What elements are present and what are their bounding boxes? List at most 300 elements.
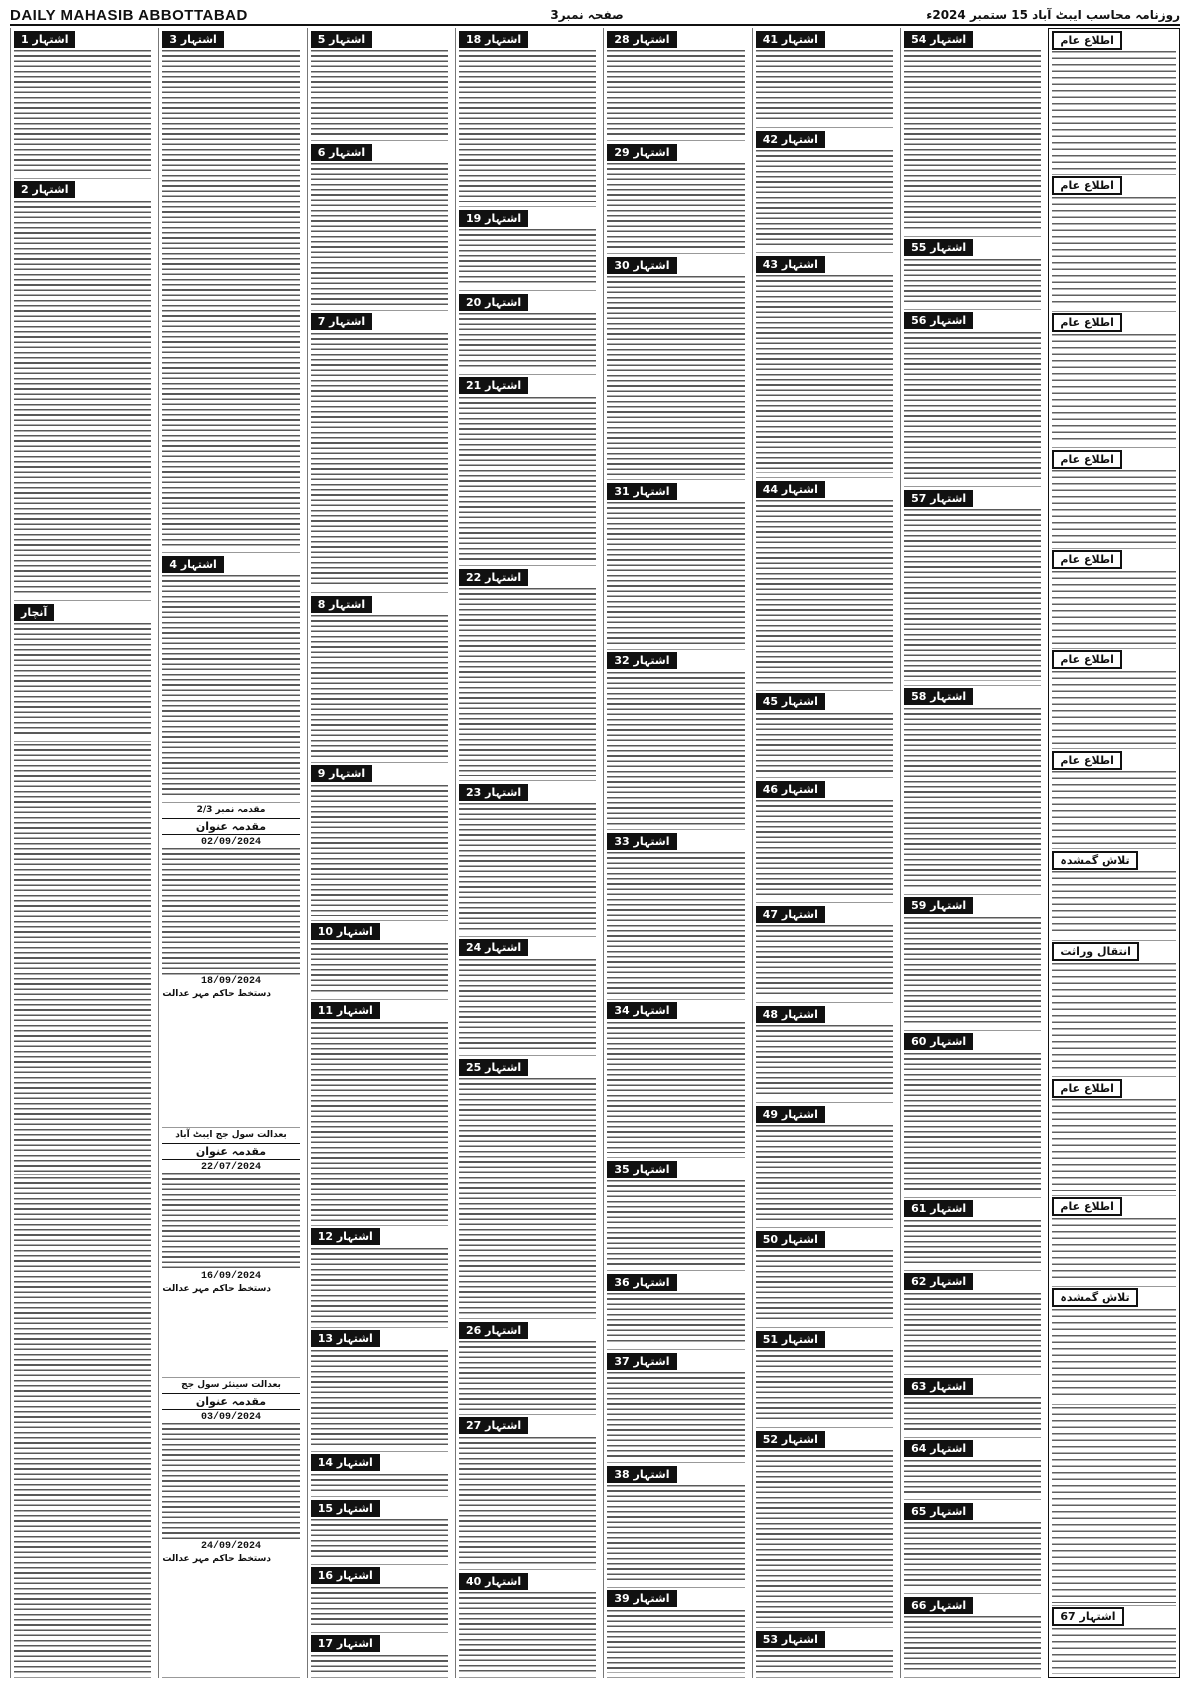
classified-notice [607,1463,744,1587]
notice-number-label: تلاش گمشدہ [1052,1288,1137,1307]
notice-body-text [904,1397,1041,1433]
notice-number-label: اشتہار 3 [162,31,223,48]
notice-header [756,1630,893,1648]
notice-header [1052,450,1176,468]
classified-notice [904,895,1041,1031]
notice-number-label: اشتہار 34 [607,1002,676,1019]
notice-header [607,1590,744,1608]
notice-header [756,1430,893,1448]
notice-number-label: اشتہار 8 [311,596,372,613]
court-date: 22/07/2024 [201,1162,262,1173]
notice-number-label: اشتہار 41 [756,31,825,48]
notice-header [162,30,299,48]
classified-notice [459,566,596,781]
notice-number-label: اشتہار 21 [459,377,528,394]
notice-body-text [1052,1099,1176,1191]
notice-body-text [311,1519,448,1560]
court-date: 03/09/2024 [201,1412,262,1423]
notice-body-text [756,1250,893,1323]
notice-body-text [162,575,299,798]
notice-header [756,1230,893,1248]
notice-number-label: اشتہار 18 [459,31,528,48]
notice-header [311,30,448,48]
classified-notice [904,686,1041,895]
column-6 [752,28,896,1678]
notice-header [607,832,744,850]
classified-notice [459,1415,596,1570]
classified-notice [904,1438,1041,1501]
notice-header [311,1002,448,1020]
notice-header [311,1228,448,1246]
notice-body-text [311,1474,448,1492]
notice-number-label: اشتہار 56 [904,312,973,329]
notice-number-label: اشتہار 24 [459,939,528,956]
column-5 [603,28,747,1678]
notice-body-text [756,150,893,248]
notice-header [311,765,448,783]
classified-notice [607,1158,744,1271]
notice-header [459,568,596,586]
notice-number-label: اطلاع عام [1052,313,1122,332]
notice-header [162,555,299,573]
classified-notice [311,311,448,594]
notice-header [756,1105,893,1123]
classified-notice [459,291,596,375]
notice-number-label: اشتہار 52 [756,1431,825,1448]
classified-notice [607,830,744,1000]
classified-notice [1052,1077,1176,1196]
notice-number-label: اشتہار 43 [756,256,825,273]
court-hearing-date: 24/09/2024 [201,1541,262,1552]
notice-header [607,652,744,670]
notice-number-label: اشتہار 67 [1052,1607,1123,1626]
classified-notice [607,1271,744,1350]
classified-notice [311,1565,448,1633]
notice-body-text [904,917,1041,1026]
classified-notice [459,1319,596,1415]
classified-notice [1052,175,1176,312]
notice-number-label: اشتہار 66 [904,1597,973,1614]
notice-number-label: اشتہار 31 [607,483,676,500]
notice-body-text [1052,1309,1176,1401]
notice-header [904,897,1041,915]
notice-body-text [756,275,893,473]
notice-body-text [904,50,1041,232]
notice-body-text [756,50,893,123]
notice-number-label: اشتہار 44 [756,481,825,498]
column-1 [10,28,154,1678]
notice-body-text [756,1650,893,1673]
classified-notice [607,1588,744,1678]
notice-body-text [311,333,448,589]
classified-notice [756,1328,893,1428]
notice-body-text [1052,963,1176,1073]
notice-header [459,1417,596,1435]
classified-notice [756,128,893,253]
notice-body-text [459,397,596,561]
court-notice [162,1128,299,1378]
court-date: 02/09/2024 [201,837,262,848]
notice-header [904,1033,1041,1051]
notice-body-text [904,1293,1041,1370]
notice-number-label: اشتہار 32 [607,652,676,669]
notice-header [1052,651,1176,669]
notice-body-text [459,229,596,286]
notice-number-label: اشتہار 54 [904,31,973,48]
notice-number-label: اشتہار 12 [311,1228,380,1245]
notice-body-text [459,1078,596,1314]
classified-notice [1052,941,1176,1078]
classified-notice [904,1500,1041,1594]
classified-notice [756,253,893,478]
notice-header [756,693,893,711]
classified-notice [756,1103,893,1228]
notice-number-label: اشتہار 37 [607,1353,676,1370]
classified-notice [311,593,448,763]
notice-body-text [459,803,596,931]
classified-notice [904,310,1041,488]
court-name: بعدالت سول جج ایبٹ آباد [175,1130,287,1140]
notice-body-text [756,1125,893,1223]
classified-notice [904,1594,1041,1678]
notice-body-text [607,1022,744,1153]
paper-name: DAILY MAHASIB ABBOTTABAD [10,6,248,24]
classified-notice [459,207,596,291]
classified-notice [14,1175,151,1678]
classified-notice [14,28,151,179]
classified-notice [756,478,893,691]
notice-header [459,783,596,801]
notice-number-label: اشتہار 1 [14,31,75,48]
notice-header [607,1160,744,1178]
notice-number-label: اشتہار 29 [607,144,676,161]
classified-notice [14,179,151,602]
masthead [10,6,1180,26]
notice-number-label: اشتہار 28 [607,31,676,48]
notice-number-label: اشتہار 51 [756,1331,825,1348]
notice-number-label: اشتہار 26 [459,1322,528,1339]
notice-header [459,1321,596,1339]
classified-notice [607,254,744,480]
notice-number-label: اشتہار 36 [607,1274,676,1291]
classified-notice [904,1271,1041,1375]
notice-body-text [607,1485,744,1582]
notice-number-label: اشتہار 63 [904,1378,973,1395]
notice-header [311,313,448,331]
notice-header [607,30,744,48]
notice-number-label: اطلاع عام [1052,176,1122,195]
notice-header [1052,551,1176,569]
notice-number-label: اشتہار 10 [311,923,380,940]
notice-number-label: اطلاع عام [1052,450,1122,469]
notice-body-text [1052,334,1176,444]
notice-body-text [14,201,151,597]
notice-number-label: اشتہار 22 [459,569,528,586]
notice-header [1052,31,1176,49]
notice-header [904,1596,1041,1614]
court-name: مقدمہ نمبر 2/3 [196,805,266,815]
notice-body-text [459,588,596,776]
notice-body-text [756,800,893,898]
notice-header [459,293,596,311]
classified-notice [1052,1606,1176,1678]
notice-number-label: اشتہار 2 [14,181,75,198]
classified-columns [10,28,1180,1678]
notice-number-label: اشتہار 48 [756,1006,825,1023]
notice-header [311,595,448,613]
classified-notice [1052,549,1176,649]
notice-header [904,1273,1041,1291]
notice-header [459,209,596,227]
notice-header [311,1499,448,1517]
notice-body-text [607,672,744,826]
notice-number-label: اشتہار 61 [904,1200,973,1217]
notice-number-label: اطلاع عام [1052,751,1122,770]
notice-body-text [904,1616,1041,1673]
notice-header [1052,851,1176,869]
notice-number-label: اشتہار 20 [459,294,528,311]
classified-notice [459,1056,596,1319]
column-3 [307,28,451,1678]
classified-notice [311,141,448,311]
classified-notice [904,1198,1041,1271]
classified-notice [1052,649,1176,749]
notice-number-label: اشتہار 40 [459,1573,528,1590]
notice-body-text [311,615,448,758]
notice-header [904,489,1041,507]
notice-number-label: اطلاع عام [1052,1197,1122,1216]
court-notice-text [162,1423,299,1541]
classified-notice [162,28,299,553]
classified-notice [311,763,448,921]
classified-notice [1052,1287,1176,1406]
notice-number-label: اشتہار 11 [311,1002,380,1019]
notice-body-text [14,623,151,737]
notice-header [904,1502,1041,1520]
notice-body-text [607,163,744,249]
notice-number-label: اشتہار 47 [756,906,825,923]
court-notice [162,803,299,1128]
notice-header [756,780,893,798]
notice-body-text [1052,871,1176,935]
notice-header [1052,314,1176,332]
notice-number-label: اشتہار 49 [756,1106,825,1123]
notice-body-text [904,1220,1041,1266]
notice-body-text [607,1293,744,1345]
notice-header [607,256,744,274]
notice-number-label: تلاش گمشدہ [1052,851,1137,870]
notice-number-label: اشتہار 7 [311,313,372,330]
notice-body-text [311,943,448,995]
notice-header [14,181,151,199]
classified-notice [904,1031,1041,1198]
notice-header [756,130,893,148]
notice-number-label: اشتہار 23 [459,784,528,801]
notice-number-label: اشتہار 30 [607,257,676,274]
notice-number-label: اشتہار 58 [904,688,973,705]
notice-header [756,905,893,923]
classified-notice [756,778,893,903]
notice-body-text [459,313,596,370]
notice-number-label: اطلاع عام [1052,31,1122,50]
notice-header [904,1377,1041,1395]
notice-number-label: اشتہار 62 [904,1273,973,1290]
notice-header [311,1330,448,1348]
notice-number-label: اشتہار 59 [904,897,973,914]
classified-notice [756,903,893,1003]
notice-number-label: آنچار [14,604,54,621]
notice-number-label: اشتہار 50 [756,1231,825,1248]
notice-header [607,1002,744,1020]
notice-body-text [14,744,151,1172]
notice-header [311,1454,448,1472]
court-signature: دستخط حاکم مہر عدالت [162,1284,271,1294]
classified-notice [756,1628,893,1678]
classified-notice [311,1328,448,1452]
notice-body-text [904,1460,1041,1496]
notice-header [607,1465,744,1483]
notice-header [607,1273,744,1291]
notice-number-label: اشتہار 15 [311,1500,380,1517]
notice-header [607,143,744,161]
classified-notice [311,921,448,1000]
notice-body-text [904,1522,1041,1589]
notice-body-text [607,1610,744,1673]
court-name: بعدالت سینئر سول جج [181,1380,281,1390]
notice-header [756,480,893,498]
dateline: روزنامہ محاسب ایبٹ آباد 15 ستمبر 2024ء [926,8,1180,22]
column-7 [900,28,1044,1678]
notice-body-text [607,852,744,995]
court-case-title: مقدمہ عنوان [162,1143,299,1160]
notice-number-label: اشتہار 60 [904,1033,973,1050]
notice-body-text [162,50,299,548]
notice-number-label: اشتہار 53 [756,1631,825,1648]
column-8 [1048,28,1180,1678]
notice-number-label: اشتہار 45 [756,693,825,710]
classified-notice [607,650,744,831]
classified-notice [756,1428,893,1628]
notice-body-text [459,1437,596,1565]
notice-body-text [311,1587,448,1628]
notice-header [1052,751,1176,769]
notice-number-label: اشتہار 64 [904,1440,973,1457]
notice-number-label: اشتہار 57 [904,490,973,507]
column-2 [158,28,302,1678]
classified-notice [607,480,744,650]
notice-body-text [311,163,448,306]
notice-header [756,30,893,48]
notice-body-text [607,1372,744,1458]
notice-body-text [904,259,1041,305]
notice-number-label: اشتہار 55 [904,239,973,256]
notice-number-label: اطلاع عام [1052,1079,1122,1098]
notice-header [14,30,151,48]
classified-notice [1052,312,1176,449]
classified-notice [14,742,151,1175]
notice-body-text [1052,51,1176,170]
column-4 [455,28,599,1678]
classified-notice [756,691,893,779]
notice-number-label: اشتہار 19 [459,210,528,227]
notice-body-text [459,50,596,202]
classified-notice [311,1226,448,1328]
notice-header [1052,1608,1176,1626]
notice-body-text [1052,1407,1176,1603]
classified-notice [904,28,1041,237]
notice-body-text [459,1592,596,1673]
notice-header [1052,177,1176,195]
notice-number-label: اشتہار 33 [607,833,676,850]
court-notice-text [162,1173,299,1271]
classified-notice [459,781,596,936]
notice-body-text [14,1177,151,1675]
notice-number-label: اشتہار 13 [311,1330,380,1347]
classified-notice [756,28,893,128]
notice-number-label: اشتہار 65 [904,1503,973,1520]
classified-notice [607,28,744,141]
notice-body-text [311,50,448,136]
notice-number-label: اشتہار 38 [607,1466,676,1483]
court-signature: دستخط حاکم مہر عدالت [162,1554,271,1564]
classified-notice [756,1228,893,1328]
classified-notice [607,1000,744,1158]
notice-body-text [607,276,744,475]
notice-header [459,1572,596,1590]
classified-notice [607,141,744,254]
notice-header [904,30,1041,48]
notice-number-label: اطلاع عام [1052,650,1122,669]
notice-header [311,1635,448,1653]
notice-number-label: اشتہار 35 [607,1161,676,1178]
notice-number-label: اطلاع عام [1052,550,1122,569]
classified-notice [1052,1196,1176,1287]
notice-header [1052,1198,1176,1216]
classified-notice [904,1375,1041,1438]
notice-body-text [1052,671,1176,744]
notice-body-text [311,1350,448,1447]
classified-notice [1052,1405,1176,1606]
classified-notice [459,28,596,207]
classified-notice [311,1633,448,1678]
court-hearing-date: 18/09/2024 [201,976,262,987]
notice-number-label: اشتہار 9 [311,765,372,782]
classified-notice [311,1497,448,1565]
court-hearing-date: 16/09/2024 [201,1271,262,1282]
notice-body-text [756,500,893,686]
notice-number-label: اشتہار 5 [311,31,372,48]
notice-body-text [311,1655,448,1673]
notice-header [311,143,448,161]
notice-header [756,255,893,273]
notice-number-label: اشتہار 27 [459,1417,528,1434]
notice-number-label: اشتہار 4 [162,556,223,573]
notice-number-label: اشتہار 39 [607,1590,676,1607]
notice-body-text [756,1450,893,1623]
notice-header [756,1005,893,1023]
notice-body-text [1052,1218,1176,1282]
court-notice-text [162,848,299,976]
notice-number-label: انتقال وراثت [1052,942,1139,961]
classified-notice [1052,448,1176,548]
classified-notice [607,1350,744,1463]
notice-header [904,239,1041,257]
classified-notice [904,237,1041,310]
notice-header [904,1440,1041,1458]
classified-notice [459,937,596,1057]
classified-notice [311,1000,448,1226]
notice-body-text [756,1350,893,1423]
